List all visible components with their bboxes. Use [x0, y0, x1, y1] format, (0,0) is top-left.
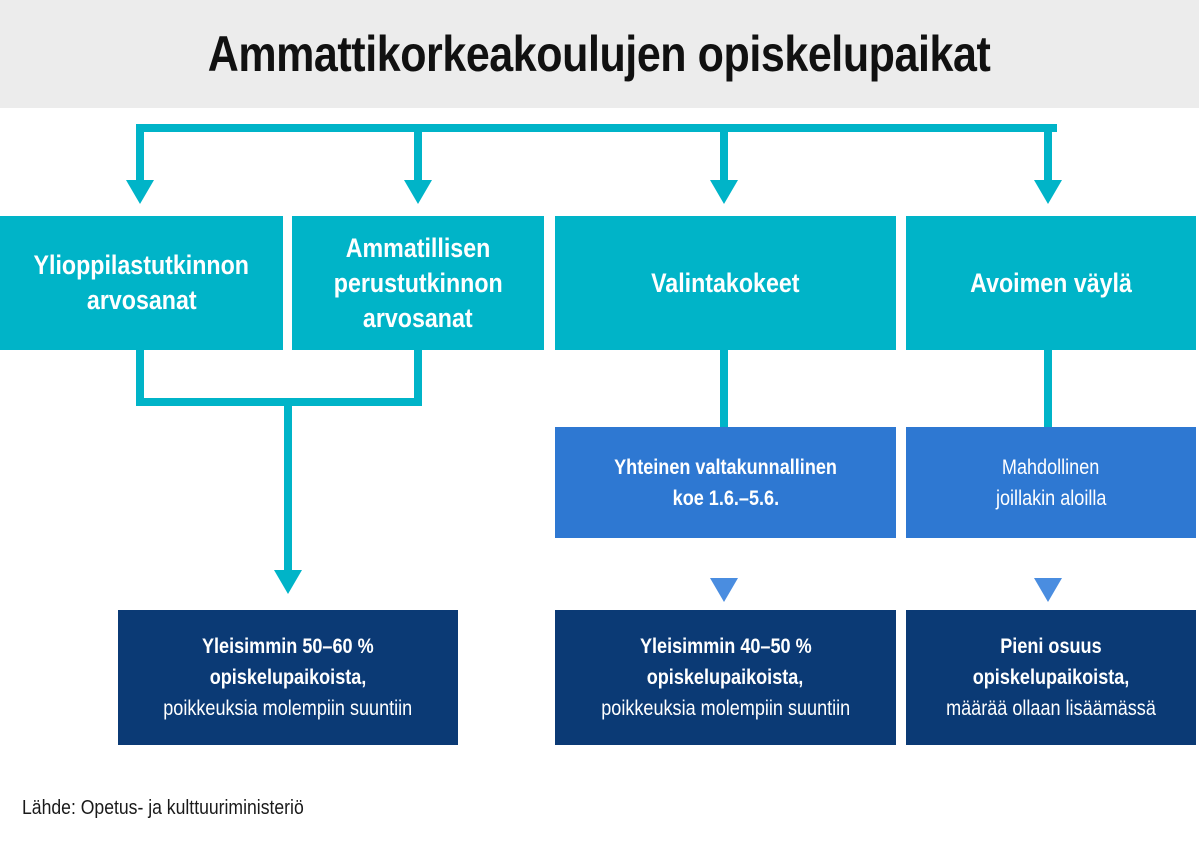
box-mahdollinen-line1: Mahdollinen — [1002, 455, 1100, 479]
box-valintakokeet-line1: Valintakokeet — [651, 267, 800, 298]
merge-line-todistus — [140, 350, 418, 402]
box-avoimen-line1: Avoimen väylä — [970, 267, 1132, 298]
source-note: Lähde: Opetus- ja kulttuuriministeriö — [22, 797, 304, 819]
arrow-valintakokeet — [710, 180, 738, 204]
box-result-todistus-line3: poikkeuksia molempiin suuntiin — [163, 697, 413, 720]
box-ammatillinen-line1: Ammatillisen — [345, 232, 491, 263]
box-yhteinen-koe-line2: koe 1.6.–5.6. — [672, 486, 779, 510]
arrow-valintakoe-bottom — [710, 578, 738, 602]
box-ylioppilastutkinto — [0, 216, 283, 350]
box-result-todistus-line1: Yleisimmin 50–60 % — [202, 635, 374, 658]
box-ylioppilastutkinto-line2: arvosanat — [86, 285, 197, 315]
box-mahdollinen-line2: joillakin aloilla — [995, 486, 1107, 510]
box-result-valintakoe-line1: Yleisimmin 40–50 % — [639, 635, 812, 658]
arrow-avoimen-bottom — [1034, 578, 1062, 602]
arrow-avoimen — [1034, 180, 1062, 204]
box-ammatillinen-line2: perustutkinnon — [333, 267, 503, 298]
box-result-avoimen-line2: opiskelupaikoista, — [972, 666, 1130, 689]
box-result-valintakoe-line2: opiskelupaikoista, — [647, 666, 804, 689]
arrow-ammatillinen — [404, 180, 432, 204]
box-yhteinen-koe-line1: Yhteinen valtakunnallinen — [614, 455, 837, 479]
box-ylioppilastutkinto-line1: Ylioppilastutkinnon — [33, 250, 250, 280]
box-result-todistus — [118, 610, 458, 745]
box-result-avoimen-line1: Pieni osuus — [1000, 635, 1102, 658]
box-mahdollinen — [906, 427, 1196, 538]
box-result-todistus-line2: opiskelupaikoista, — [209, 666, 367, 689]
box-avoimen-vayla — [906, 216, 1196, 350]
box-result-valintakoe — [555, 610, 896, 745]
box-valintakokeet — [555, 216, 896, 350]
box-result-avoimen-line3: määrää ollaan lisäämässä — [946, 697, 1156, 720]
box-result-avoimen — [906, 610, 1196, 745]
diagram-title: Ammattikorkeakoulujen opiskelupaikat — [208, 26, 991, 82]
arrow-todistus — [274, 570, 302, 594]
box-result-valintakoe-line3: poikkeuksia molempiin suuntiin — [601, 697, 850, 720]
box-ammatillinen-perustutkinto — [292, 216, 544, 350]
arrow-ylioppilas — [126, 180, 154, 204]
box-yhteinen-koe — [555, 427, 896, 538]
box-ammatillinen-line3: arvosanat — [363, 302, 473, 333]
